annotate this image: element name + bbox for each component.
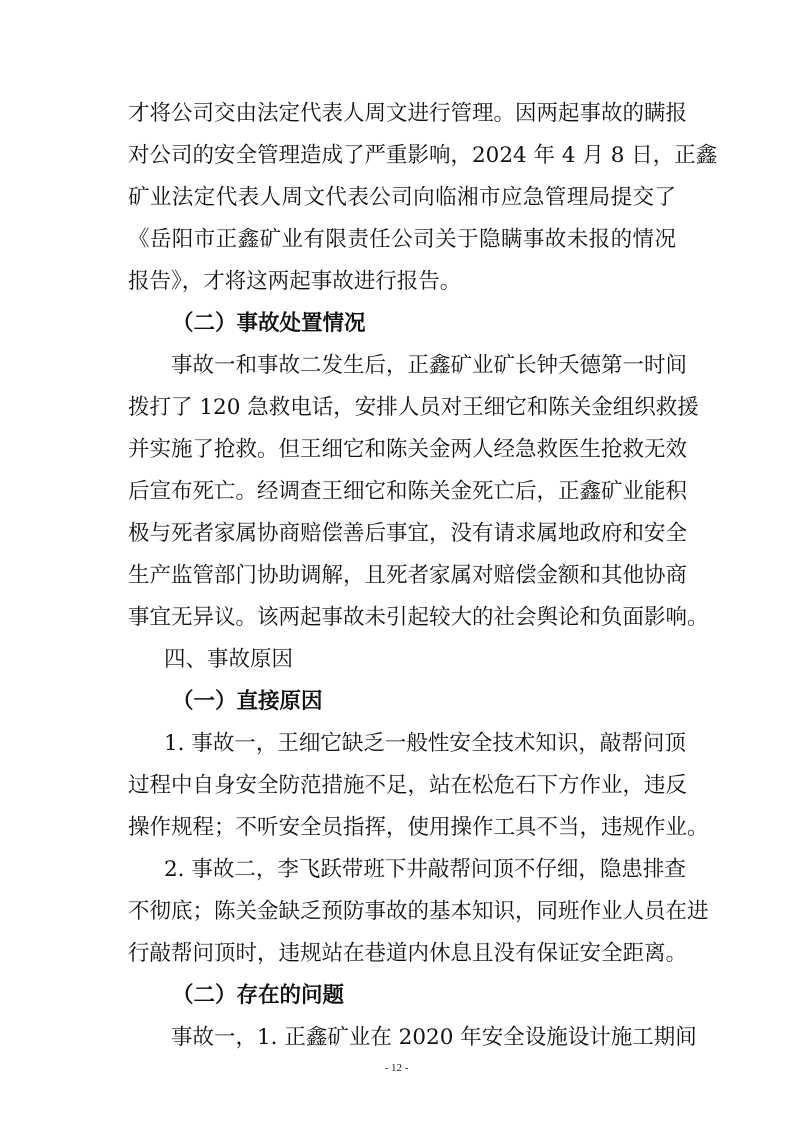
paragraph-line: 事故一，1. 正鑫矿业在 2020 年安全设施设计施工期间 <box>171 1025 697 1050</box>
paragraph-line: 不彻底；陈关金缺乏预防事故的基本知识，同班作业人员在进 <box>128 899 709 924</box>
paragraph-line: 报告》，才将这两起事故进行报告。 <box>128 269 462 294</box>
paragraph-line: 《岳阳市正鑫矿业有限责任公司关于隐瞒事故未报的情况 <box>128 227 676 252</box>
paragraph-line: 才将公司交由法定代表人周文进行管理。因两起事故的瞒报 <box>128 101 688 126</box>
paragraph-line: 事宜无异议。该两起事故未引起较大的社会舆论和负面影响。 <box>128 605 709 630</box>
section-heading: （二）存在的问题 <box>172 983 345 1008</box>
paragraph-line: 操作规程；不听安全员指挥，使用操作工具不当，违规作业。 <box>128 815 709 840</box>
paragraph-line: 过程中自身安全防范措施不足，站在松危石下方作业，违反 <box>128 773 688 798</box>
paragraph-line: 1. 事故一，王细它缺乏一般性安全技术知识，敲帮问顶 <box>164 731 686 756</box>
paragraph-line: 生产监管部门协助调解，且死者家属对赔偿金额和其他协商 <box>128 563 688 588</box>
section-heading: （一）直接原因 <box>172 689 323 714</box>
paragraph-line: 行敲帮问顶时，违规站在巷道内休息且没有保证安全距离。 <box>128 941 688 966</box>
section-heading: （二）事故处置情况 <box>172 311 366 336</box>
paragraph-line: 拨打了 120 急救电话，安排人员对王细它和陈关金组织救援 <box>128 395 699 420</box>
paragraph-line: 并实施了抢救。但王细它和陈关金两人经急救医生抢救无效 <box>128 437 688 462</box>
paragraph-line: 后宣布死亡。经调查王细它和陈关金死亡后，正鑫矿业能积 <box>128 479 688 504</box>
chapter-heading: 四、事故原因 <box>164 647 294 672</box>
paragraph-line: 对公司的安全管理造成了严重影响，2024 年 4 月 8 日，正鑫 <box>128 143 718 168</box>
page-number: - 12 - <box>384 1062 409 1074</box>
paragraph-line: 极与死者家属协商赔偿善后事宜，没有请求属地政府和安全 <box>128 521 688 546</box>
paragraph-line: 2. 事故二，李飞跃带班下井敲帮问顶不仔细，隐患排查 <box>164 857 686 882</box>
paragraph-line: 事故一和事故二发生后，正鑫矿业矿长钟夭德第一时间 <box>171 353 688 378</box>
paragraph-line: 矿业法定代表人周文代表公司向临湘市应急管理局提交了 <box>128 185 676 210</box>
